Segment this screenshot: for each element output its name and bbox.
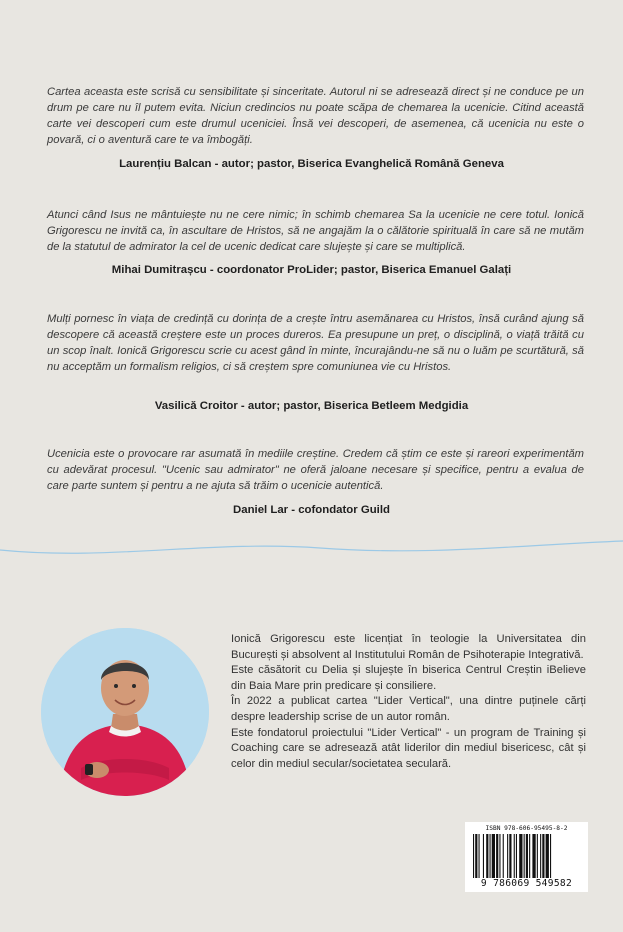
bio-paragraph-3: În 2022 a publicat cartea "Lider Vertical", una dintre puținele cărți despre leadership scrise de un autor român. (231, 695, 586, 723)
endorsement-author-2: Mihai Dumitrașcu - coordonator ProLider; pastor, Biserica Emanuel Galați (111, 264, 512, 276)
endorsement-author-4: Daniel Lar - cofondator Guild (233, 504, 390, 516)
endorsement-author-1: Laurențiu Balcan - autor; pastor, Biserica Evanghelică Română Geneva (119, 158, 504, 170)
barcode-bar (540, 834, 541, 878)
author-portrait-illustration (41, 628, 209, 796)
endorsement-quote-4: Ucenicia este o provocare rar asumată în mediile creștine. Credem că știm ce este și rareori experimentăm cu adevărat procesul. "Ucenic sau admirator" ne oferă jaloane necesare și specifice, pentru a evalua de care parte suntem și pentru a ne ajuta să trăim o ucenicie autentică. (47, 448, 584, 492)
barcode-bar (475, 834, 477, 878)
endorsement-author-3: Vasilică Croitor - autor; pastor, Biserica Betleem Medgidia (154, 400, 469, 412)
author-photo (41, 628, 209, 796)
bio-paragraph-4: Este fondatorul proiectului "Lider Vertical" - un program de Training și Coaching care se adresează atât liderilor din mediul bisericesc, cât și celor din mediul secular/societatea seculară. (231, 726, 586, 770)
barcode-bar (514, 834, 515, 878)
barcode-bar (519, 834, 522, 878)
endorsement-quote-3: Mulți pornesc în viața de credință cu dorința de a crește întru asemănarea cu Hristos, însă curând ajung să descopere că această creștere este un proces dureros. Ea presupune un preț, o disciplină, o viață trăită cu un scop înalt. Ionică Grigorescu scrie cu acest gând în minte, încurajându-ne să nu o luăm pe scurtătură, să nu acceptăm un formalism religios, ci să creștem spre comuniunea vie cu Hristos. (47, 313, 584, 373)
isbn-number: 9 786069 549582 (480, 878, 573, 889)
isbn-barcode (465, 822, 588, 892)
barcode-bar (546, 834, 549, 878)
wave-divider (0, 535, 623, 565)
barcode-bar (542, 834, 544, 878)
barcode-bar (473, 834, 474, 878)
barcode-bar (537, 834, 538, 878)
barcode-bar (550, 834, 551, 878)
endorsement-quote-2: Atunci când Isus ne mântuiește nu ne cere nimic; în schimb chemarea Sa la ucenicie ne cere totul. Ionică Grigorescu ne invită ca, în ascultare de Hristos, să ne angajăm la o călătorie spirituală în care să ne mutăm de la statutul de admirator la cel de ucenic dedicat care slujește și care se multiplică. (47, 209, 584, 253)
barcode-bars (473, 834, 580, 878)
barcode-bar (486, 834, 488, 878)
barcode-bar (524, 834, 525, 878)
bio-paragraph-2: Este căsătorit cu Delia și slujește în biserica Centrul Creștin iBelieve din Baia Mare prin predicare și consiliere. (231, 664, 586, 692)
barcode-bar (499, 834, 500, 878)
bio-paragraph-1: Ionică Grigorescu este licențiat în teologie la Universitatea din București și absolvent al Institutului Român de Psihoterapie Integrativă. (231, 633, 586, 661)
barcode-bar (503, 834, 504, 878)
barcode-bar (490, 834, 491, 878)
isbn-label: ISBN 978-606-95495-8-2 (485, 825, 568, 832)
barcode-bar (532, 834, 535, 878)
barcode-bar (516, 834, 517, 878)
barcode-bar (507, 834, 508, 878)
barcode-bar (479, 834, 480, 878)
author-bio (231, 632, 586, 772)
barcode-bar (509, 834, 511, 878)
barcode-bar (529, 834, 530, 878)
endorsement-quote-1: Cartea aceasta este scrisă cu sensibilitate și sinceritate. Autorul ni se adresează direct și ne conduce pe un drum pe care nu îl putem evita. Niciun credincios nu poate scăpa de chemarea la ucenicie. Citind această carte vei descoperi cum este drumul uceniciei. Însă vei descoperi, de asemenea, că ucenicia nu este o povară, ci o aventură care te va îmbogăți. (47, 86, 584, 146)
barcode-bar (483, 834, 484, 878)
barcode-bar (492, 834, 495, 878)
barcode-bar (526, 834, 528, 878)
barcode-bar (496, 834, 498, 878)
